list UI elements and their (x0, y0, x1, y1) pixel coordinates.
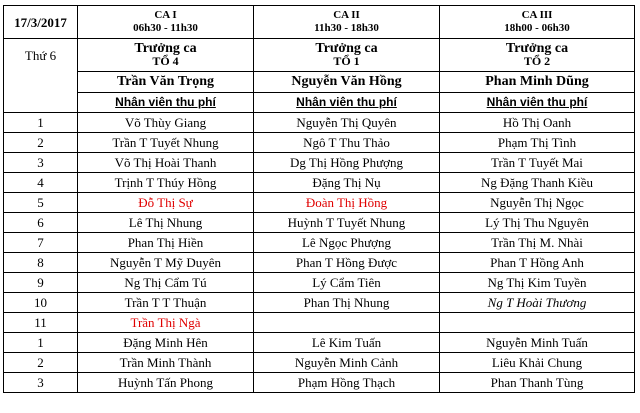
shift-2-staff[interactable]: Lý Cẩm Tiên (254, 272, 440, 292)
shift-roster-table (3, 5, 635, 393)
shift-1-staff-highlighted[interactable]: Đỗ Thị Sự (78, 192, 254, 212)
table-row (4, 252, 635, 272)
row-index: 1 (4, 112, 78, 132)
table-row (4, 232, 635, 252)
row-index: 5 (4, 192, 78, 212)
shift-3-staff[interactable]: Ng Thị Kim Tuyền (440, 272, 635, 292)
shift-3-staff[interactable]: Trần T Tuyết Mai (440, 152, 635, 172)
shift-1-staff-highlighted[interactable]: Trần Thị Ngà (78, 312, 254, 332)
row-index: 8 (4, 252, 78, 272)
shift-1-staff[interactable]: Đặng Minh Hên (78, 332, 254, 352)
shift-2-team-name: TỔ 1 (333, 53, 360, 68)
table-row (4, 132, 635, 152)
shift-2-staff[interactable]: Nguyễn Thị Quyên (254, 112, 440, 132)
shift-2-title: Trưởng ca (315, 40, 378, 56)
row-index: 7 (4, 232, 78, 252)
shift-3-staff[interactable]: Nguyễn Thị Ngọc (440, 192, 635, 212)
shift-2-leader[interactable]: Nguyễn Văn Hồng (254, 71, 440, 92)
shift-header-row (4, 6, 635, 39)
shift-1-staff[interactable]: Trần T Tuyết Nhung (78, 132, 254, 152)
leader-blank-cell (4, 71, 78, 92)
shift-3-name: CA III (521, 9, 553, 21)
date-cell[interactable]: 17/3/2017 (4, 6, 78, 39)
shift-3-staff[interactable]: Phan Thanh Tùng (440, 372, 635, 392)
shift-3-title: Trưởng ca (505, 40, 569, 56)
shift-3-role-label: Nhân viên thu phí (486, 94, 588, 109)
day-cell[interactable]: Thứ 6 (4, 39, 78, 72)
leader-row (4, 71, 635, 92)
shift-2-role-label: Nhân viên thu phí (296, 94, 397, 109)
shift-1-staff[interactable]: Phan Thị Hiền (78, 232, 254, 252)
table-row (4, 192, 635, 212)
shift-3-staff[interactable]: Ng Đặng Thanh Kiều (440, 172, 635, 192)
row-index: 11 (4, 312, 78, 332)
row-index: 3 (4, 372, 78, 392)
shift-1-staff[interactable]: Lê Thị Nhung (78, 212, 254, 232)
shift-2-staff-highlighted[interactable]: Đoàn Thị Hồng (254, 192, 440, 212)
row-index: 2 (4, 132, 78, 152)
shift-1-team[interactable] (78, 39, 254, 72)
shift-1-team-name: TỔ 4 (152, 53, 179, 68)
shift-2-time: 11h30 - 18h30 (314, 22, 379, 34)
role-blank-cell (4, 92, 78, 112)
shift-1-staff[interactable]: Võ Thùy Giang (78, 112, 254, 132)
shift-2-staff[interactable]: Lê Ngọc Phượng (254, 232, 440, 252)
table-row (4, 352, 635, 372)
table-row (4, 332, 635, 352)
shift-2-staff[interactable]: Dg Thị Hồng Phượng (254, 152, 440, 172)
role-row (4, 92, 635, 112)
table-row (4, 372, 635, 392)
shift-2-header[interactable] (254, 6, 440, 39)
shift-3-staff[interactable]: Hồ Thị Oanh (440, 112, 635, 132)
row-index: 10 (4, 292, 78, 312)
shift-2-staff[interactable]: Phan T Hồng Được (254, 252, 440, 272)
shift-2-staff[interactable]: Đặng Thị Nụ (254, 172, 440, 192)
shift-2-staff[interactable]: Huỳnh T Tuyết Nhung (254, 212, 440, 232)
shift-3-header[interactable] (440, 6, 635, 39)
shift-1-staff[interactable]: Võ Thị Hoài Thanh (78, 152, 254, 172)
shift-2-staff[interactable]: Phan Thị Nhung (254, 292, 440, 312)
table-row (4, 212, 635, 232)
shift-1-staff[interactable]: Ng Thị Cẩm Tú (78, 272, 254, 292)
table-row (4, 152, 635, 172)
shift-1-staff[interactable]: Huỳnh Tấn Phong (78, 372, 254, 392)
shift-2-staff[interactable]: Lê Kim Tuấn (254, 332, 440, 352)
shift-2-staff[interactable]: Nguyễn Minh Cảnh (254, 352, 440, 372)
shift-3-staff[interactable]: Nguyễn Minh Tuấn (440, 332, 635, 352)
shift-1-role-label: Nhân viên thu phí (115, 94, 216, 109)
table-row (4, 292, 635, 312)
team-row (4, 39, 635, 72)
shift-1-time: 06h30 - 11h30 (133, 22, 198, 34)
shift-2-role[interactable] (254, 92, 440, 112)
shift-3-staff-italic[interactable]: Ng T Hoài Thương (440, 292, 635, 312)
shift-3-leader[interactable]: Phan Minh Dũng (440, 71, 635, 92)
shift-3-team[interactable] (440, 39, 635, 72)
row-index: 9 (4, 272, 78, 292)
shift-2-staff[interactable]: Ngô T Thu Thảo (254, 132, 440, 152)
shift-3-role[interactable] (440, 92, 635, 112)
shift-3-staff[interactable]: Liêu Khải Chung (440, 352, 635, 372)
shift-1-staff[interactable]: Trần T T Thuận (78, 292, 254, 312)
table-row (4, 312, 635, 332)
row-index: 6 (4, 212, 78, 232)
shift-3-staff[interactable]: Phạm Thị Tình (440, 132, 635, 152)
shift-2-staff[interactable]: Phạm Hồng Thạch (254, 372, 440, 392)
shift-2-staff[interactable] (254, 312, 440, 332)
shift-2-team[interactable] (254, 39, 440, 72)
shift-1-leader[interactable]: Trần Văn Trọng (78, 71, 254, 92)
shift-1-title: Trưởng ca (134, 40, 197, 56)
shift-1-staff[interactable]: Trần Minh Thành (78, 352, 254, 372)
row-index: 3 (4, 152, 78, 172)
shift-1-header[interactable] (78, 6, 254, 39)
shift-2-name: CA II (333, 9, 360, 21)
shift-3-staff[interactable]: Lý Thị Thu Nguyên (440, 212, 635, 232)
shift-3-staff[interactable] (440, 312, 635, 332)
row-index: 2 (4, 352, 78, 372)
table-row (4, 272, 635, 292)
shift-3-time: 18h00 - 06h30 (504, 22, 570, 34)
shift-1-role[interactable] (78, 92, 254, 112)
shift-1-name: CA I (154, 9, 177, 21)
shift-3-staff[interactable]: Trần Thị M. Nhài (440, 232, 635, 252)
shift-3-staff[interactable]: Phan T Hồng Anh (440, 252, 635, 272)
row-index: 1 (4, 332, 78, 352)
shift-1-staff[interactable]: Trịnh T Thúy Hồng (78, 172, 254, 192)
shift-1-staff[interactable]: Nguyễn T Mỹ Duyên (78, 252, 254, 272)
shift-3-team-name: TỔ 2 (523, 53, 551, 68)
table-row (4, 112, 635, 132)
row-index: 4 (4, 172, 78, 192)
table-row (4, 172, 635, 192)
